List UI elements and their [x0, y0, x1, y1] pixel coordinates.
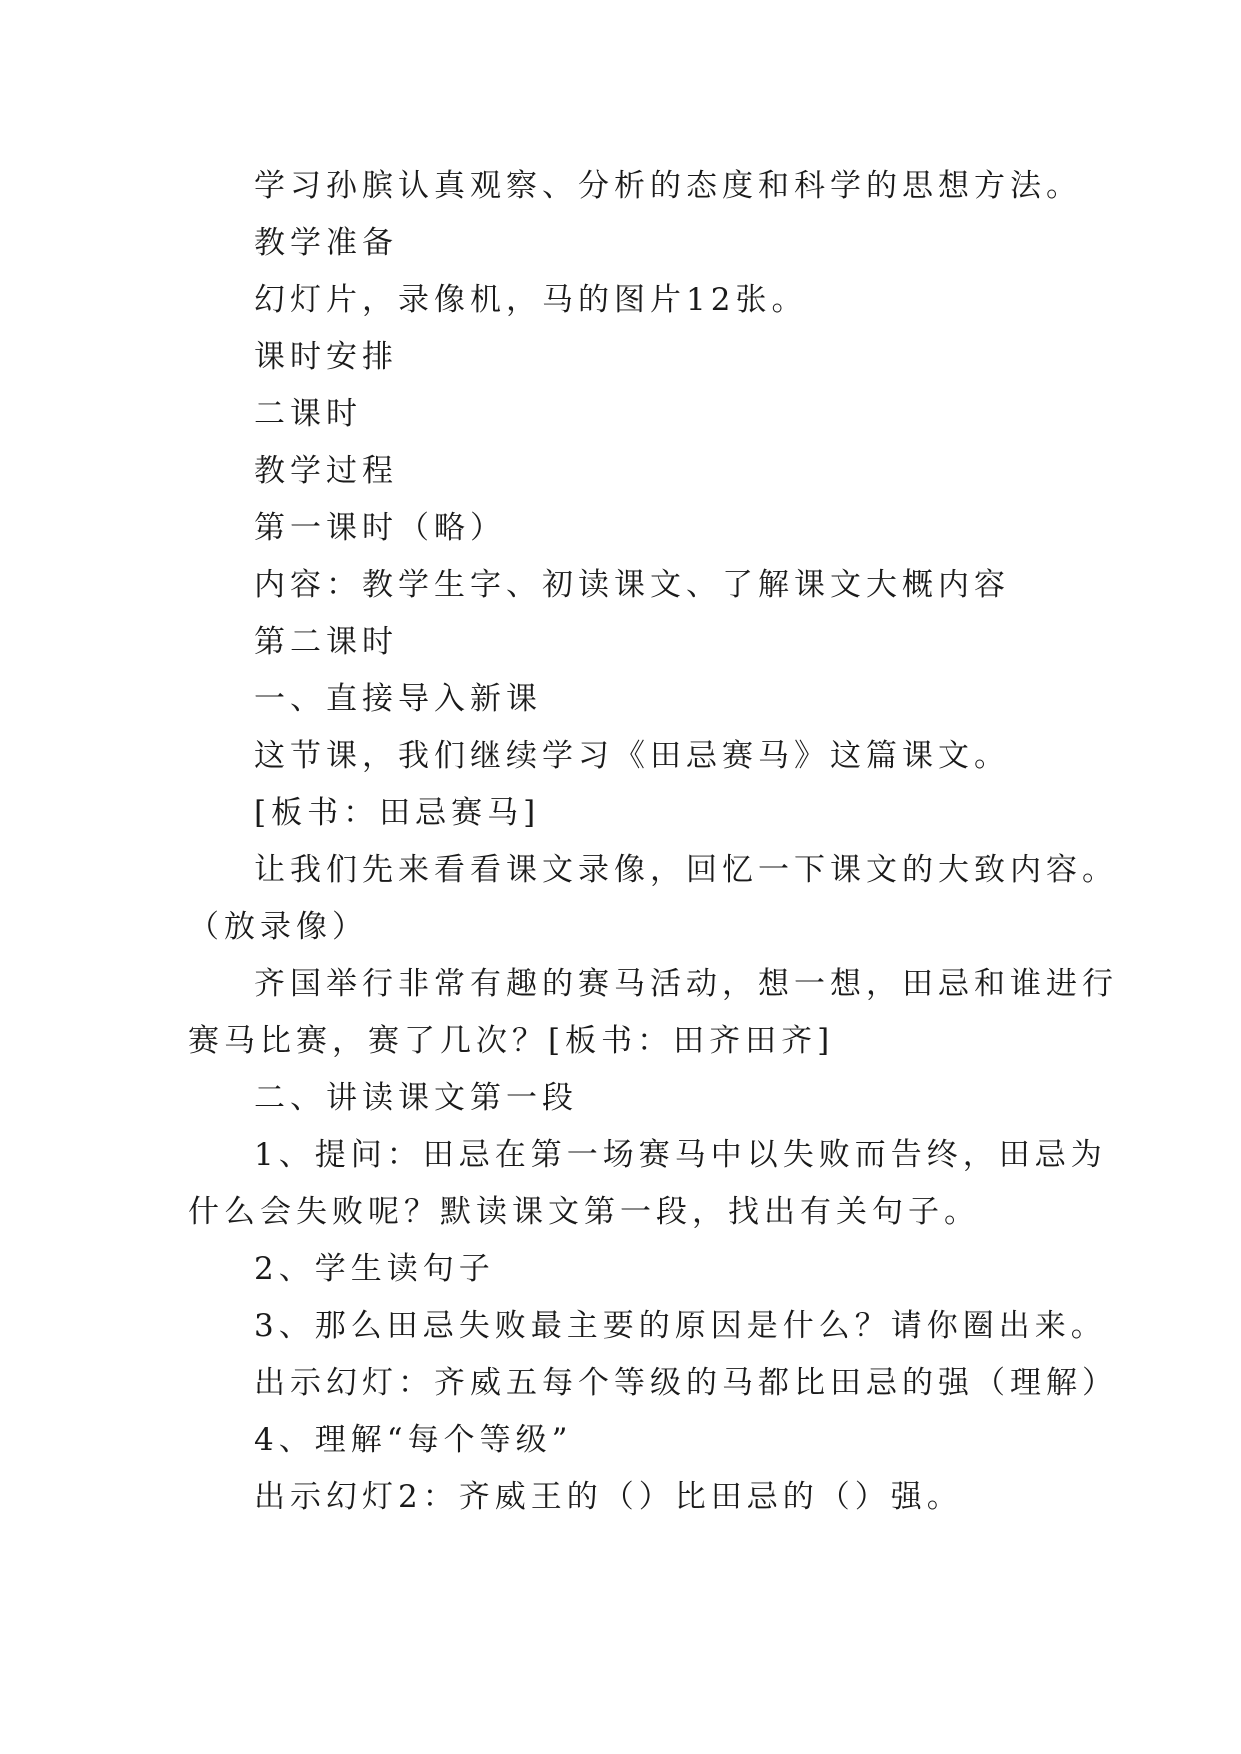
paragraph-item-2: 2、学生读句子 [254, 1251, 495, 1287]
heading-lesson-arrangement: 课时安排 [254, 339, 398, 375]
heading-section-one: 一、直接导入新课 [254, 681, 542, 717]
paragraph-race-question-cont: 赛马比赛，赛了几次？[板书：田齐田齐] [188, 1023, 835, 1059]
paragraph-materials: 幻灯片，录像机，马的图片12张。 [254, 282, 808, 318]
heading-first-lesson: 第一课时（略） [254, 510, 506, 546]
heading-teaching-preparation: 教学准备 [254, 225, 398, 261]
paragraph-item-1: 1、提问：田忌在第一场赛马中以失败而告终，田忌为 [254, 1137, 1107, 1173]
paragraph-slide-1: 出示幻灯：齐威五每个等级的马都比田忌的强（理解） [254, 1365, 1118, 1401]
paragraph-lesson-count: 二课时 [254, 396, 362, 432]
paragraph-slide-2: 出示幻灯2：齐威王的（）比田忌的（）强。 [254, 1479, 963, 1515]
paragraph-board-note: [板书：田忌赛马] [254, 795, 541, 831]
paragraph-first-lesson-content: 内容：教学生字、初读课文、了解课文大概内容 [254, 567, 1010, 603]
paragraph-intro: 这节课，我们继续学习《田忌赛马》这篇课文。 [254, 738, 1010, 774]
paragraph-item-3: 3、那么田忌失败最主要的原因是什么？请你圈出来。 [254, 1308, 1107, 1344]
paragraph-race-question: 齐国举行非常有趣的赛马活动，想一想，田忌和谁进行 [254, 966, 1118, 1002]
paragraph-watch-video: 让我们先来看看课文录像，回忆一下课文的大致内容。 [254, 852, 1118, 888]
heading-second-lesson: 第二课时 [254, 624, 398, 660]
paragraph-learning-goal: 学习孙膑认真观察、分析的态度和科学的思想方法。 [254, 168, 1082, 204]
paragraph-watch-video-cont: （放录像） [188, 909, 368, 945]
heading-teaching-process: 教学过程 [254, 453, 398, 489]
heading-section-two: 二、讲读课文第一段 [254, 1080, 578, 1116]
paragraph-item-1-cont: 什么会失败呢？默读课文第一段，找出有关句子。 [188, 1194, 980, 1230]
paragraph-item-4: 4、理解“每个等级” [254, 1422, 573, 1458]
